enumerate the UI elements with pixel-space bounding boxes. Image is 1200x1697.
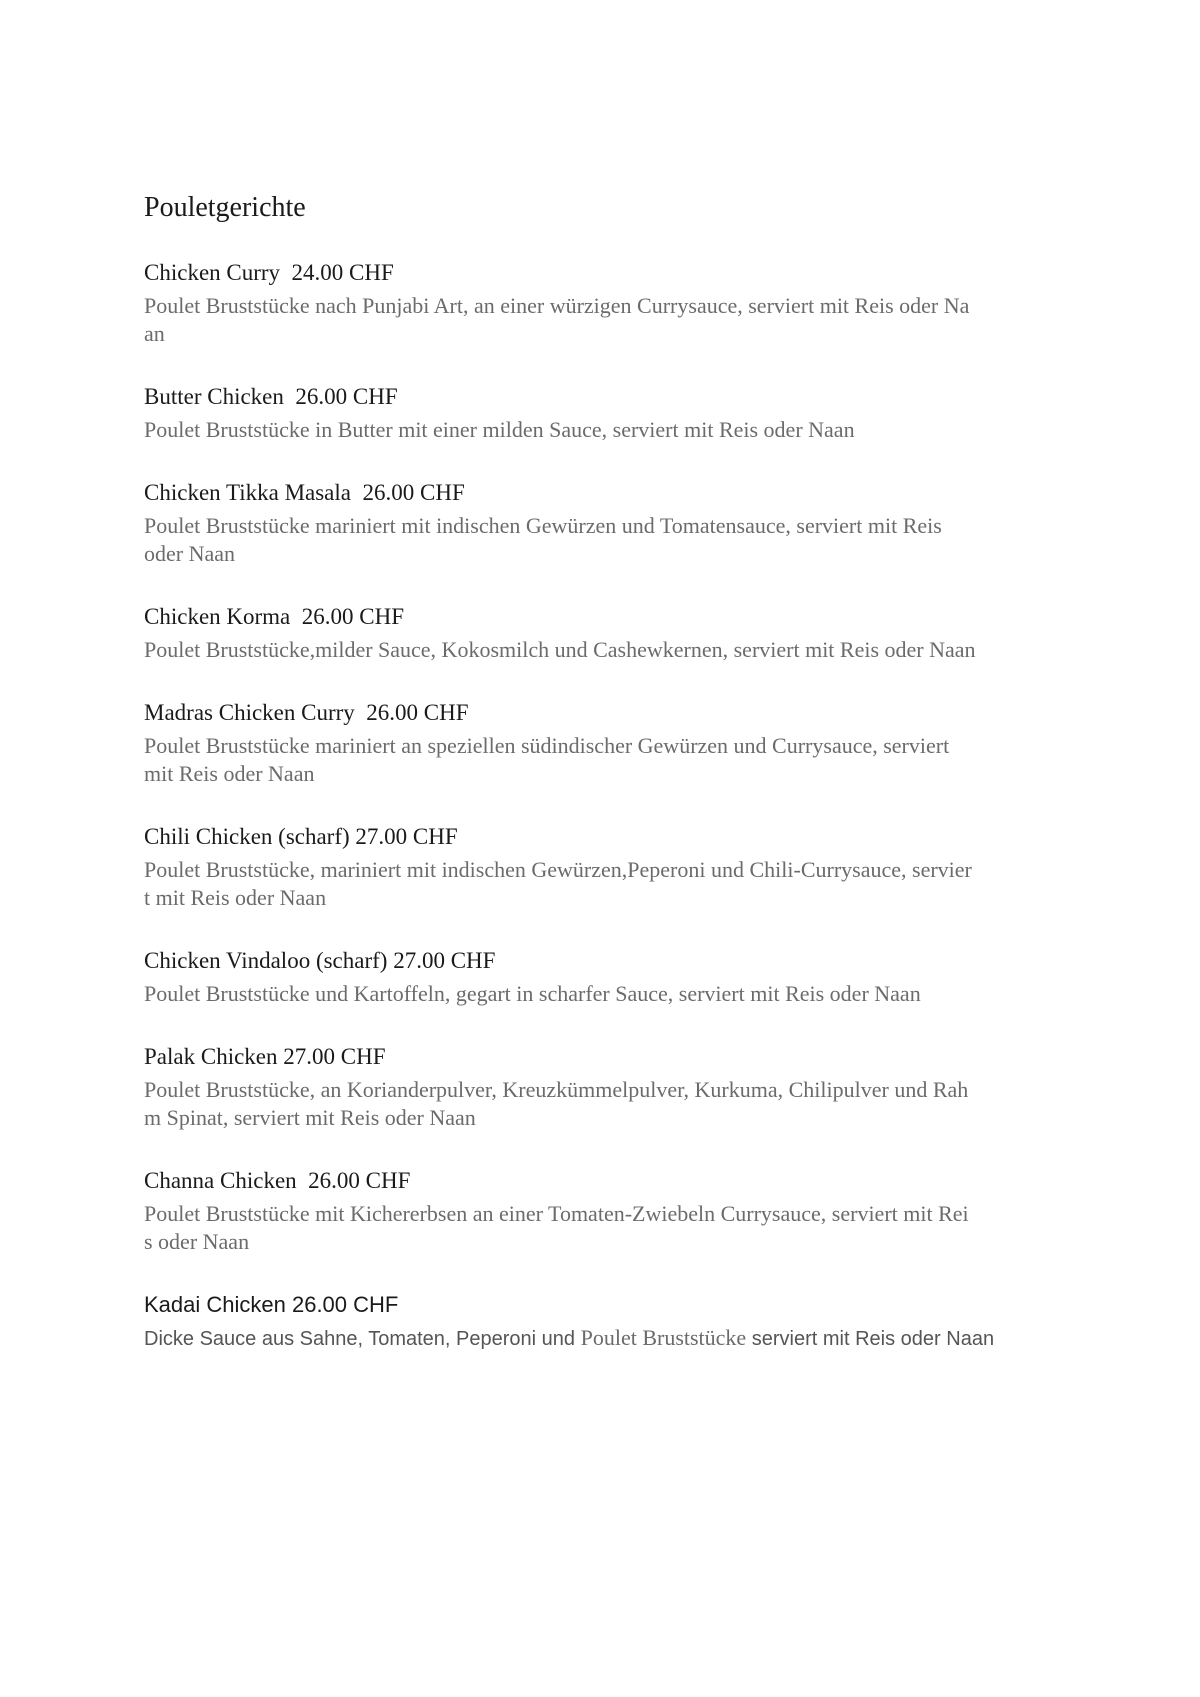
- item-description: Poulet Bruststücke,milder Sauce, Kokosmilch und Cashewkernen, serviert mit Reis oder Naan: [144, 637, 976, 662]
- menu-item-chili-chicken: [144, 822, 1064, 912]
- section-title: Pouletgerichte: [144, 192, 306, 223]
- menu-item-palak-chicken: [144, 1042, 1064, 1132]
- item-description: [144, 1324, 1064, 1353]
- item-name: Chili Chicken (scharf) 27.00 CHF: [144, 824, 458, 849]
- item-name: Butter Chicken 26.00 CHF: [144, 384, 398, 409]
- item-name: Chicken Vindaloo (scharf) 27.00 CHF: [144, 948, 496, 973]
- menu-item-chicken-korma: [144, 602, 1064, 664]
- menu-item-butter-chicken: [144, 382, 1064, 444]
- item-description-part: Poulet Bruststücke: [580, 1325, 747, 1350]
- item-name: Channa Chicken 26.00 CHF: [144, 1168, 411, 1193]
- menu-item-chicken-vindaloo: [144, 946, 1064, 1008]
- item-name: Chicken Tikka Masala 26.00 CHF: [144, 480, 465, 505]
- menu-item-chicken-tikka-masala: [144, 478, 1064, 568]
- menu-item-chicken-curry: [144, 258, 1064, 348]
- item-description-part: Dicke Sauce aus Sahne, Tomaten, Peperoni und: [144, 1328, 581, 1350]
- item-name: Chicken Korma 26.00 CHF: [144, 604, 405, 629]
- item-description: Poulet Bruststücke mariniert an speziellen südindischer Gewürzen und Currysauce, serviert mit Reis oder Naan: [144, 733, 950, 786]
- item-description: Poulet Bruststücke nach Punjabi Art, an einer würzigen Currysauce, serviert mit Reis oder Na an: [144, 293, 970, 346]
- item-description-part: serviert mit Reis oder Naan: [746, 1328, 995, 1350]
- item-description: Poulet Bruststücke, mariniert mit indischen Gewürzen,Peperoni und Chili-Currysauce, servier t mit Reis oder Naan: [144, 857, 972, 910]
- item-description: Poulet Bruststücke mariniert mit indischen Gewürzen und Tomatensauce, serviert mit Reis oder Naan: [144, 513, 942, 566]
- item-name: Chicken Curry 24.00 CHF: [144, 260, 394, 285]
- item-description: Poulet Bruststücke mit Kichererbsen an einer Tomaten-Zwiebeln Currysauce, serviert mit Rei s oder Naan: [144, 1201, 969, 1254]
- menu-item-kadai-chicken: [144, 1290, 1064, 1353]
- item-name: Kadai Chicken 26.00 CHF: [144, 1292, 399, 1317]
- item-name: Madras Chicken Curry 26.00 CHF: [144, 700, 469, 725]
- item-description: Poulet Bruststücke in Butter mit einer milden Sauce, serviert mit Reis oder Naan: [144, 417, 855, 442]
- item-description: Poulet Bruststücke, an Korianderpulver, Kreuzkümmelpulver, Kurkuma, Chilipulver und Rah m Spinat, serviert mit Reis oder Naan: [144, 1077, 969, 1130]
- item-description: Poulet Bruststücke und Kartoffeln, gegart in scharfer Sauce, serviert mit Reis oder Naan: [144, 981, 921, 1006]
- menu-item-channa-chicken: [144, 1166, 1064, 1256]
- menu-item-madras-chicken-curry: [144, 698, 1064, 788]
- item-name: Palak Chicken 27.00 CHF: [144, 1044, 386, 1069]
